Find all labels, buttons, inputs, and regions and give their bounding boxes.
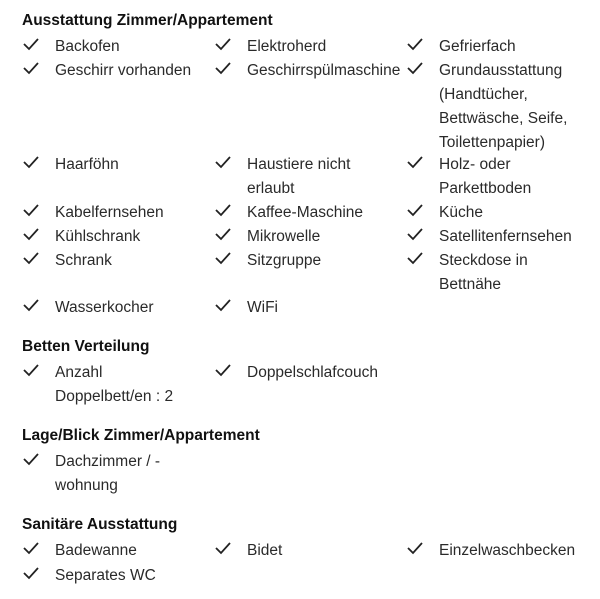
amenity-label: Küche: [439, 204, 483, 221]
amenity-label: Anzahl Doppelbett/en : 2: [55, 364, 174, 405]
check-icon: [406, 251, 424, 265]
check-icon: [22, 61, 40, 75]
check-icon: [22, 541, 40, 555]
check-icon: [214, 37, 232, 51]
check-icon: [214, 203, 232, 217]
amenity-label: Satellitenfernsehen: [439, 228, 572, 245]
amenity-label: Backofen: [55, 38, 120, 55]
section-heading-lage: Lage/Blick Zimmer/Appartement: [22, 427, 260, 444]
amenity-label: Badewanne: [55, 542, 137, 559]
amenity-label: Dachzimmer / -wohnung: [55, 453, 161, 494]
amenity-label: WiFi: [247, 299, 278, 316]
check-icon: [22, 298, 40, 312]
amenity-label: Geschirr vorhanden: [55, 62, 192, 79]
check-icon: [406, 61, 424, 75]
check-icon: [22, 566, 40, 580]
check-icon: [214, 541, 232, 555]
check-icon: [22, 37, 40, 51]
check-icon: [406, 541, 424, 555]
amenity-label: Kaffee-Maschine: [247, 204, 364, 221]
check-icon: [406, 37, 424, 51]
amenity-label: Holz- oder Parkettboden: [439, 156, 532, 197]
check-icon: [214, 61, 232, 75]
section-heading-betten: Betten Verteilung: [22, 338, 150, 355]
amenity-label: Wasserkocher: [55, 299, 154, 316]
check-icon: [214, 298, 232, 312]
check-icon: [406, 203, 424, 217]
amenity-label: Separates WC: [55, 567, 156, 584]
amenity-label: Steckdose in Bettnähe: [439, 252, 528, 293]
section-heading-sanitaer: Sanitäre Ausstattung: [22, 516, 178, 533]
amenity-label: Schrank: [55, 252, 112, 269]
check-icon: [22, 203, 40, 217]
amenity-label: Haustiere nicht erlaubt: [247, 156, 351, 197]
amenity-label: Sitzgruppe: [247, 252, 322, 269]
amenity-label: Kabelfernsehen: [55, 204, 164, 221]
amenity-label: Haarföhn: [55, 156, 119, 173]
amenity-label: Grundausstattung (Handtücher, Bettwäsche, Seife, Toilettenpapier): [439, 62, 568, 151]
check-icon: [214, 155, 232, 169]
check-icon: [406, 155, 424, 169]
check-icon: [22, 227, 40, 241]
check-icon: [214, 251, 232, 265]
check-icon: [214, 227, 232, 241]
amenity-label: Geschirrspülmaschine: [247, 62, 401, 79]
check-icon: [22, 251, 40, 265]
check-icon: [22, 363, 40, 377]
amenity-label: Gefrierfach: [439, 38, 516, 55]
check-icon: [406, 227, 424, 241]
amenity-label: Kühlschrank: [55, 228, 141, 245]
amenity-label: Einzelwaschbecken: [439, 542, 576, 559]
amenity-label: Mikrowelle: [247, 228, 321, 245]
check-icon: [22, 452, 40, 466]
amenity-label: Doppelschlafcouch: [247, 364, 378, 381]
check-icon: [22, 155, 40, 169]
check-icon: [214, 363, 232, 377]
amenity-label: Bidet: [247, 542, 283, 559]
amenity-label: Elektroherd: [247, 38, 327, 55]
section-heading-ausstattung: Ausstattung Zimmer/Appartement: [22, 12, 273, 29]
